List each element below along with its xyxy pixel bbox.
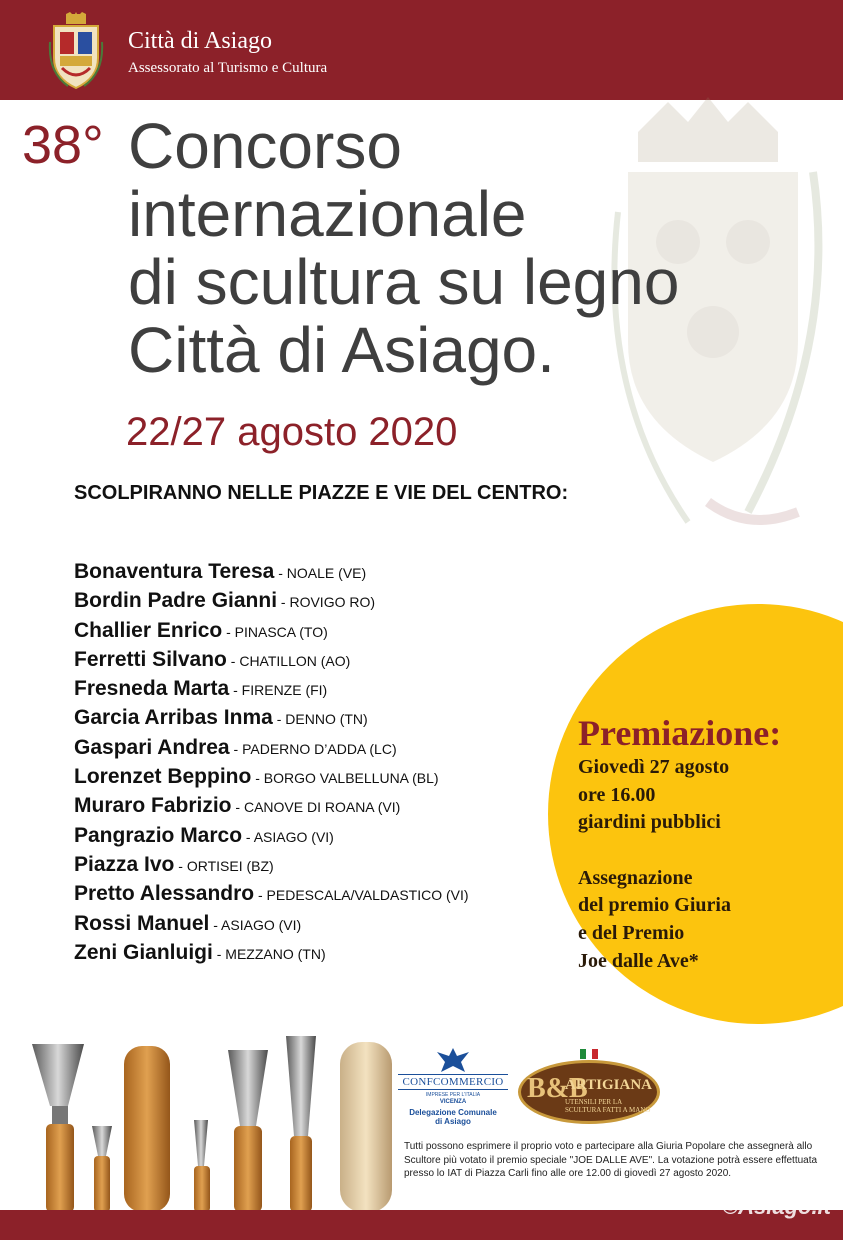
spacer	[578, 837, 843, 865]
sculptor-name: Lorenzet Beppino	[74, 765, 252, 789]
award-line: Joe dalle Ave*	[578, 949, 699, 972]
italian-flag-icon	[580, 1049, 598, 1059]
eagle-icon	[435, 1046, 471, 1074]
vote-note: Tutti possono esprimere il proprio voto e partecipare alla Giuria Popolare che assegnerà allo Scultore più votato il premio speciale "JOE DALLE AVE". La votazione potrà essere effettuata presso lo IAT di Piazza Carli fino alle ore 12.00 di giovedì 27 agosto 2020.	[404, 1141, 818, 1179]
sculptor-place: - PADERNO D’ADDA (LC)	[229, 740, 397, 757]
sculptor-place: - PINASCA (TO)	[222, 623, 328, 640]
list-item	[74, 853, 554, 882]
sculptor-name: Piazza Ivo	[74, 852, 175, 876]
sculptor-place: - ASIAGO (VI)	[209, 916, 302, 933]
sculptor-place: - CHATILLON (AO)	[226, 652, 351, 669]
list-item	[74, 589, 554, 618]
department-name: Assessorato al Turismo e Cultura	[128, 60, 328, 76]
prize-detail: giardini pubblici	[578, 811, 721, 834]
sculptor-name: Gaspari Andrea	[74, 735, 230, 759]
sculptor-place: - BORGO VALBELLUNA (BL)	[251, 770, 439, 787]
prize-detail: Giovedì 27 agosto	[578, 756, 730, 778]
list-item	[74, 560, 554, 589]
section-heading: SCOLPIRANNO NELLE PIAZZE E VIE DEL CENTRO:	[74, 482, 569, 504]
confcommercio-delegation	[398, 1108, 508, 1126]
sculptor-name: Pangrazio Marco	[74, 823, 243, 847]
list-item	[74, 882, 554, 911]
footer-band	[0, 1210, 843, 1240]
title-line: Concorso	[128, 110, 402, 182]
prize-title: Premiazione:	[578, 713, 782, 753]
list-item	[74, 648, 554, 677]
event-dates: 22/27 agosto 2020	[126, 410, 458, 454]
edition-number: 38°	[22, 115, 104, 175]
list-item	[74, 794, 554, 823]
list-item	[74, 941, 554, 970]
award-line: del premio Giuria	[578, 894, 731, 917]
sculptor-name: Zeni Gianluigi	[74, 940, 213, 964]
list-item	[74, 677, 554, 706]
list-item	[74, 765, 554, 794]
title-line: internazionale	[128, 178, 527, 250]
sculptor-name: Bonaventura Teresa	[74, 560, 275, 583]
sculptor-name: Bordin Padre Gianni	[74, 589, 278, 613]
sculptor-place: - FIRENZE (FI)	[229, 682, 328, 699]
award-line: e del Premio	[578, 921, 685, 944]
artigiana-mark: B&B	[527, 1073, 588, 1104]
artigiana-name: ARTIGIANA	[565, 1077, 652, 1093]
prize-info	[578, 712, 843, 975]
event-title	[128, 112, 748, 384]
sculptor-place: - CANOVE DI ROANA (VI)	[231, 799, 401, 816]
carving-tools-illustration	[28, 1036, 398, 1212]
sculptor-name: Fresneda Marta	[74, 677, 230, 701]
list-item	[74, 706, 554, 735]
list-item	[74, 824, 554, 853]
list-item	[74, 912, 554, 941]
award-line: Assegnazione	[578, 866, 693, 889]
title-line: Città di Asiago.	[128, 314, 555, 386]
confcommercio-logo	[398, 1046, 508, 1124]
sculptor-place: - ORTISEI (BZ)	[174, 857, 274, 874]
confcommercio-tagline: IMPRESE PER L'ITALIA	[425, 1092, 481, 1098]
prize-detail: ore 16.00	[578, 783, 656, 806]
sculptor-name: Muraro Fabrizio	[74, 794, 232, 818]
sculptor-place: - ROVIGO RO)	[277, 594, 376, 611]
sculptor-place: - DENNO (TN)	[272, 711, 368, 728]
artigiana-logo	[518, 1060, 660, 1124]
sculptor-name: Rossi Manuel	[74, 911, 210, 935]
sculptor-name: Pretto Alessandro	[74, 882, 255, 906]
sculptor-place: - NOALE (VE)	[274, 565, 367, 581]
artigiana-tagline: UTENSILI PER LA SCULTURA FATTI A MANO	[565, 1098, 651, 1114]
sculptor-list	[74, 560, 554, 970]
confcommercio-name: CONFCOMMERCIO	[398, 1074, 508, 1090]
list-item	[74, 619, 554, 648]
city-crest-icon	[48, 12, 104, 90]
sculptor-name: Challier Enrico	[74, 618, 223, 642]
sculptor-place: - ASIAGO (VI)	[242, 828, 334, 845]
title-line: di scultura su legno	[128, 246, 680, 318]
delegation-line: Delegazione Comunale	[409, 1108, 497, 1117]
delegation-line: di Asiago	[435, 1117, 471, 1126]
sculptor-place: - PEDESCALA/VALDASTICO (VI)	[254, 887, 469, 904]
header-band	[0, 0, 843, 100]
sculptor-name: Garcia Arribas Inma	[74, 706, 273, 730]
confcommercio-city: VICENZA	[439, 1099, 467, 1105]
city-name: Città di Asiago	[128, 28, 272, 54]
sculptor-name: Ferretti Silvano	[74, 647, 227, 671]
sculptor-place: - MEZZANO (TN)	[212, 945, 326, 962]
list-item	[74, 736, 554, 765]
site-credit: ©Asiago.it	[721, 1194, 831, 1219]
